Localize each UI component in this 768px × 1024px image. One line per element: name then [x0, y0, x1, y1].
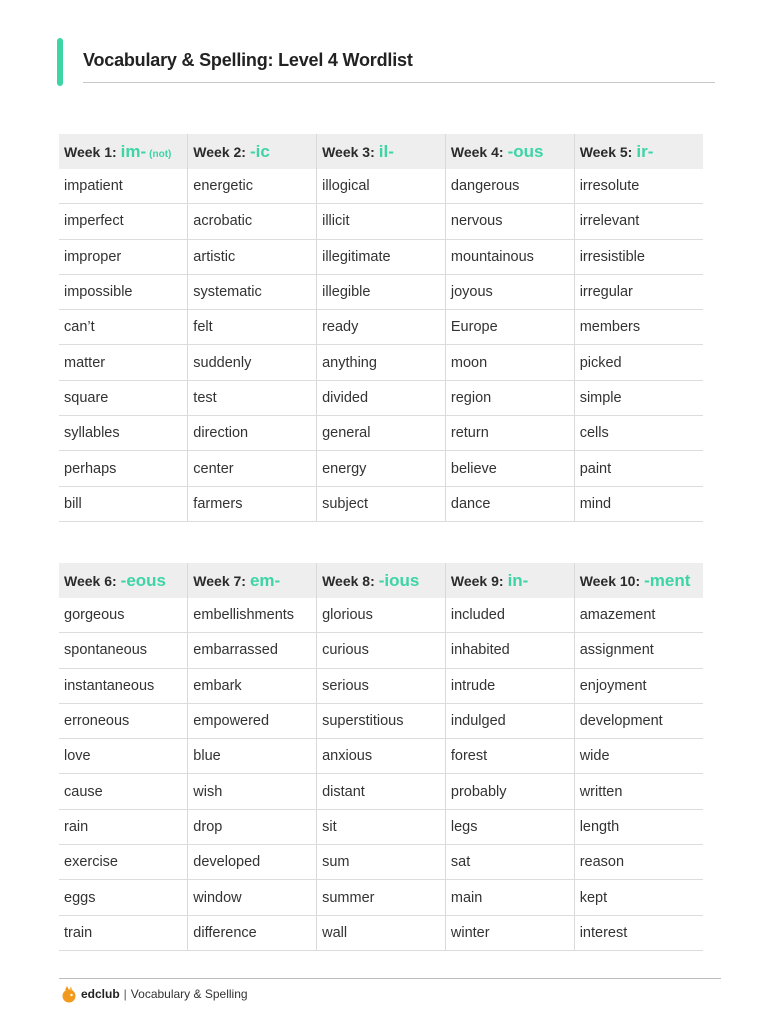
- word-cell: development: [574, 703, 703, 738]
- word-cell: sum: [317, 845, 446, 880]
- word-cell: amazement: [574, 598, 703, 633]
- word-cell: distant: [317, 774, 446, 809]
- word-cell: irresistible: [574, 239, 703, 274]
- word-cell: test: [188, 380, 317, 415]
- table-row: [59, 486, 703, 521]
- week-prefix: em-: [249, 570, 281, 590]
- word-cell: subject: [317, 486, 446, 521]
- word-cell: rain: [59, 809, 188, 844]
- word-cell: wish: [188, 774, 317, 809]
- word-cell: instantaneous: [59, 668, 188, 703]
- table-row: [59, 739, 703, 774]
- table-row: [59, 598, 703, 633]
- word-cell: winter: [445, 915, 574, 950]
- footer: [60, 985, 248, 1003]
- word-cell: return: [445, 416, 574, 451]
- word-cell: farmers: [188, 486, 317, 521]
- footer-brand: edclub: [81, 987, 120, 1001]
- title-divider: [83, 82, 715, 83]
- footer-text: Vocabulary & Spelling: [130, 987, 248, 1001]
- word-cell: curious: [317, 633, 446, 668]
- word-cell: reason: [574, 845, 703, 880]
- week-label: Week 5:: [579, 143, 633, 160]
- table-header-row: [59, 563, 703, 598]
- word-cell: paint: [574, 451, 703, 486]
- week-header: [445, 563, 574, 598]
- word-cell: kept: [574, 880, 703, 915]
- wordlist-table-weeks-6-10: [59, 563, 703, 951]
- word-cell: cells: [574, 416, 703, 451]
- word-cell: divided: [317, 380, 446, 415]
- week-label: Week 1:: [64, 143, 117, 160]
- word-cell: picked: [574, 345, 703, 380]
- week-prefix: -ious: [378, 570, 420, 590]
- word-cell: irregular: [574, 274, 703, 309]
- table-row: [59, 633, 703, 668]
- word-cell: nervous: [445, 204, 574, 239]
- table-row: [59, 668, 703, 703]
- week-prefix: im-: [120, 141, 147, 161]
- week-label: Week 2:: [193, 143, 246, 160]
- week-label: Week 4:: [450, 143, 504, 160]
- word-cell: train: [59, 915, 188, 950]
- table-row: [59, 239, 703, 274]
- word-cell: cause: [59, 774, 188, 809]
- week-prefix: in-: [507, 570, 529, 590]
- week-header: [317, 563, 446, 598]
- table-row: [59, 274, 703, 309]
- word-cell: matter: [59, 345, 188, 380]
- word-cell: perhaps: [59, 451, 188, 486]
- table-row: [59, 774, 703, 809]
- word-cell: ready: [317, 310, 446, 345]
- week-label: Week 6:: [64, 572, 117, 589]
- table-row: [59, 416, 703, 451]
- word-cell: glorious: [317, 598, 446, 633]
- word-cell: probably: [445, 774, 574, 809]
- week-header: [59, 134, 188, 169]
- week-label: Week 10:: [579, 572, 641, 589]
- word-cell: irrelevant: [574, 204, 703, 239]
- week-label: Week 9:: [450, 572, 504, 589]
- word-cell: embellishments: [188, 598, 317, 633]
- title-accent-bar: [57, 38, 63, 86]
- word-cell: sat: [445, 845, 574, 880]
- word-cell: irresolute: [574, 169, 703, 204]
- word-cell: mountainous: [445, 239, 574, 274]
- word-cell: dance: [445, 486, 574, 521]
- week-header: [188, 563, 317, 598]
- word-cell: spontaneous: [59, 633, 188, 668]
- word-cell: center: [188, 451, 317, 486]
- word-cell: imperfect: [59, 204, 188, 239]
- word-cell: joyous: [445, 274, 574, 309]
- word-cell: energetic: [188, 169, 317, 204]
- word-cell: exercise: [59, 845, 188, 880]
- week-label: Week 3:: [322, 143, 375, 160]
- word-cell: general: [317, 416, 446, 451]
- word-cell: inhabited: [445, 633, 574, 668]
- week-header: [574, 563, 703, 598]
- word-cell: empowered: [188, 703, 317, 738]
- word-cell: energy: [317, 451, 446, 486]
- table-row: [59, 345, 703, 380]
- word-cell: legs: [445, 809, 574, 844]
- word-cell: serious: [317, 668, 446, 703]
- word-cell: members: [574, 310, 703, 345]
- footer-separator: |: [123, 987, 127, 1001]
- word-cell: main: [445, 880, 574, 915]
- word-cell: illicit: [317, 204, 446, 239]
- word-cell: anxious: [317, 739, 446, 774]
- table-row: [59, 204, 703, 239]
- word-cell: mind: [574, 486, 703, 521]
- word-cell: impatient: [59, 169, 188, 204]
- word-cell: illogical: [317, 169, 446, 204]
- word-cell: systematic: [188, 274, 317, 309]
- word-cell: illegible: [317, 274, 446, 309]
- word-cell: can’t: [59, 310, 188, 345]
- week-label: Week 7:: [193, 572, 246, 589]
- word-cell: simple: [574, 380, 703, 415]
- edclub-logo-icon: [60, 985, 78, 1003]
- table-row: [59, 880, 703, 915]
- word-cell: summer: [317, 880, 446, 915]
- word-cell: intrude: [445, 668, 574, 703]
- word-cell: moon: [445, 345, 574, 380]
- word-cell: sit: [317, 809, 446, 844]
- word-cell: love: [59, 739, 188, 774]
- word-cell: length: [574, 809, 703, 844]
- table-row: [59, 703, 703, 738]
- word-cell: wide: [574, 739, 703, 774]
- footer-divider: [59, 978, 721, 979]
- word-cell: assignment: [574, 633, 703, 668]
- word-cell: interest: [574, 915, 703, 950]
- week-prefix: -ment: [644, 570, 691, 590]
- word-cell: gorgeous: [59, 598, 188, 633]
- word-cell: enjoyment: [574, 668, 703, 703]
- word-cell: anything: [317, 345, 446, 380]
- word-cell: improper: [59, 239, 188, 274]
- table-row: [59, 451, 703, 486]
- word-cell: forest: [445, 739, 574, 774]
- word-cell: felt: [188, 310, 317, 345]
- word-cell: included: [445, 598, 574, 633]
- word-cell: drop: [188, 809, 317, 844]
- word-cell: region: [445, 380, 574, 415]
- week-header: [188, 134, 317, 169]
- table-row: [59, 845, 703, 880]
- word-cell: eggs: [59, 880, 188, 915]
- word-cell: impossible: [59, 274, 188, 309]
- word-cell: wall: [317, 915, 446, 950]
- word-cell: illegitimate: [317, 239, 446, 274]
- word-cell: bill: [59, 486, 188, 521]
- table-row: [59, 380, 703, 415]
- word-cell: erroneous: [59, 703, 188, 738]
- week-prefix: -ic: [249, 141, 270, 161]
- word-cell: written: [574, 774, 703, 809]
- week-header: [445, 134, 574, 169]
- week-header: [59, 563, 188, 598]
- week-prefix: il-: [378, 141, 394, 161]
- word-cell: embarrassed: [188, 633, 317, 668]
- table-row: [59, 809, 703, 844]
- word-cell: difference: [188, 915, 317, 950]
- word-cell: Europe: [445, 310, 574, 345]
- word-cell: dangerous: [445, 169, 574, 204]
- week-header: [574, 134, 703, 169]
- table-row: [59, 169, 703, 204]
- word-cell: blue: [188, 739, 317, 774]
- week-prefix: -eous: [120, 570, 167, 590]
- table-header-row: [59, 134, 703, 169]
- week-header: [317, 134, 446, 169]
- word-cell: developed: [188, 845, 317, 880]
- word-cell: direction: [188, 416, 317, 451]
- word-cell: believe: [445, 451, 574, 486]
- word-cell: acrobatic: [188, 204, 317, 239]
- word-cell: artistic: [188, 239, 317, 274]
- week-note: (not): [149, 148, 172, 160]
- word-cell: embark: [188, 668, 317, 703]
- word-cell: superstitious: [317, 703, 446, 738]
- table-row: [59, 915, 703, 950]
- word-cell: indulged: [445, 703, 574, 738]
- word-cell: window: [188, 880, 317, 915]
- word-cell: syllables: [59, 416, 188, 451]
- week-prefix: -ous: [507, 141, 544, 161]
- word-cell: suddenly: [188, 345, 317, 380]
- week-prefix: ir-: [636, 141, 654, 161]
- wordlist-table-weeks-1-5: [59, 134, 703, 522]
- week-label: Week 8:: [322, 572, 375, 589]
- word-cell: square: [59, 380, 188, 415]
- page-title: Vocabulary & Spelling: Level 4 Wordlist: [83, 50, 413, 70]
- table-row: [59, 310, 703, 345]
